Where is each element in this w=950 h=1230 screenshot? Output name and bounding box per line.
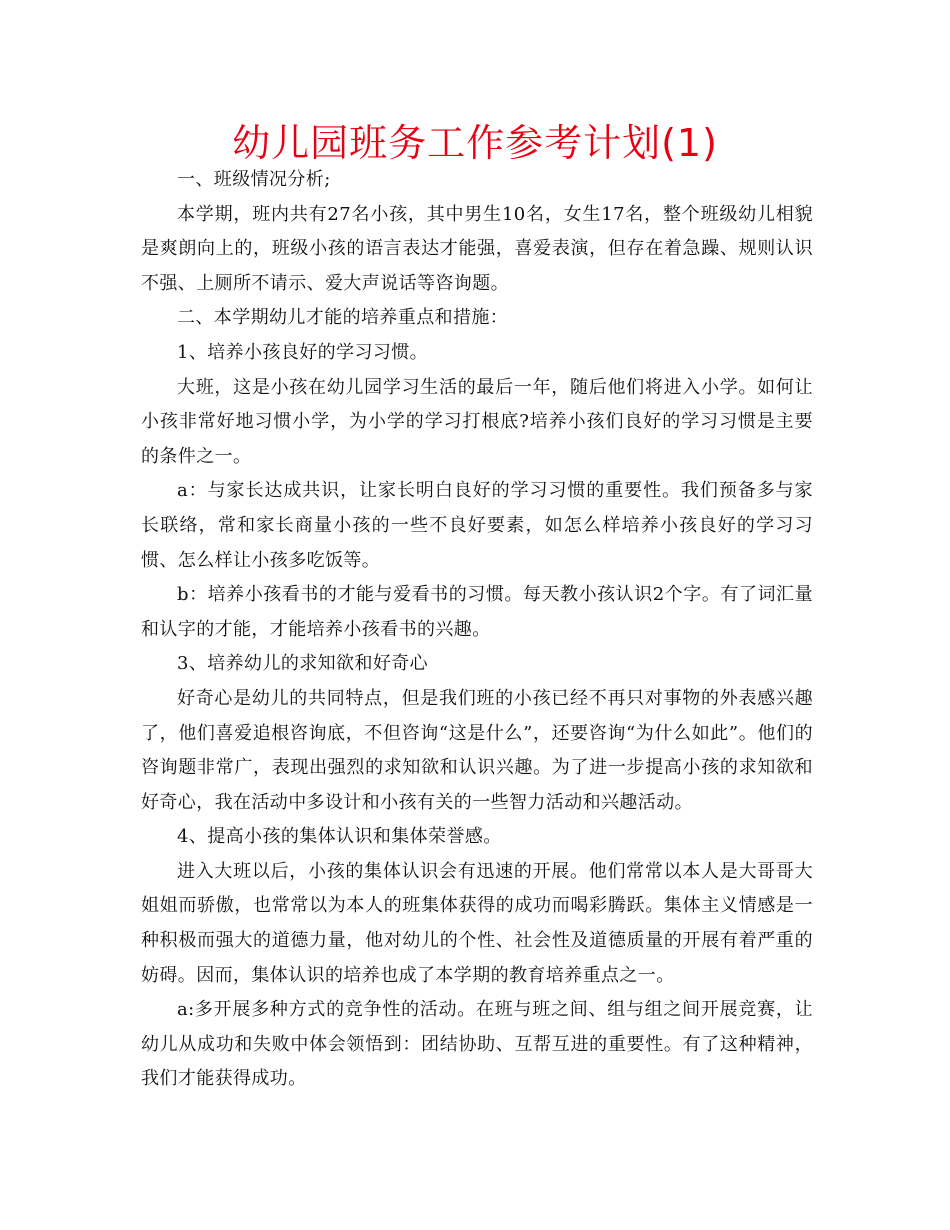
subheading-study-habits: 1、培养小孩良好的学习习惯。 [177,341,429,363]
subheading-collective-awareness: 4、提高小孩的集体认识和集体荣誉感。 [177,826,502,848]
paragraph-senior-class: 大班，这是小孩在幼儿园学习生活的最后一年，随后他们将进入小学。如何让小孩非常好地习惯小学，为小学的学习打根底?培养小孩们良好的学习习惯是主要的条件之一。 [141,376,813,467]
section-heading-training-focus: 二、本学期幼儿才能的培养重点和措施： [177,307,509,329]
paragraph-competitive-activities: a:多开展多种方式的竞争性的活动。在班与班之间、组与组之间开展竞赛，让幼儿从成功和失败中体会领悟到：团结协助、互帮互进的重要性。有了这种精神，我们才能获得成功。 [141,999,813,1090]
document-body [141,163,813,1097]
subheading-curiosity: 3、培养幼儿的求知欲和好奇心 [177,653,429,675]
paragraph-collective-awareness: 进入大班以后，小孩的集体认识会有迅速的开展。他们常常以本人是大哥哥大姐姐而骄傲，也常常以为本人的班集体获得的成功而喝彩腾跃。集体主义情感是一种积极而强大的道德力量，他对幼儿的个性、社会性及道德质量的开展有着严重的妨碍。因而，集体认识的培养也成了本学期的教育培养重点之一。 [141,860,813,986]
paragraph-parent-consensus: a：与家长达成共识，让家长明白良好的学习习惯的重要性。我们预备多与家长联络，常和家长商量小孩的一些不良好要素，如怎么样培养小孩良好的学习习惯、怎么样让小孩多吃饭等。 [141,480,813,571]
paragraph-class-overview: 本学期，班内共有27名小孩，其中男生10名，女生17名，整个班级幼儿相貌是爽朗向上的，班级小孩的语言表达才能强，喜爱表演，但存在着急躁、规则认识不强、上厕所不请示、爱大声说话等咨询题。 [141,203,813,294]
section-heading-class-analysis: 一、班级情况分析; [177,169,331,190]
paragraph-reading-habits: b：培养小孩看书的才能与爱看书的习惯。每天教小孩认识2个字。有了词汇量和认字的才能，才能培养小孩看书的兴趣。 [141,584,813,640]
document-title: 幼儿园班务工作参考计划(1) [232,121,718,165]
paragraph-curiosity: 好奇心是幼儿的共同特点，但是我们班的小孩已经不再只对事物的外表感兴趣了，他们喜爱追根咨询底，不但咨询“这是什么”，还要咨询“为什么如此”。他们的咨询题非常广，表现出强烈的求知欲和认识兴趣。为了进一步提高小孩的求知欲和好奇心，我在活动中多设计和小孩有关的一些智力活动和兴趣活动。 [141,687,813,813]
